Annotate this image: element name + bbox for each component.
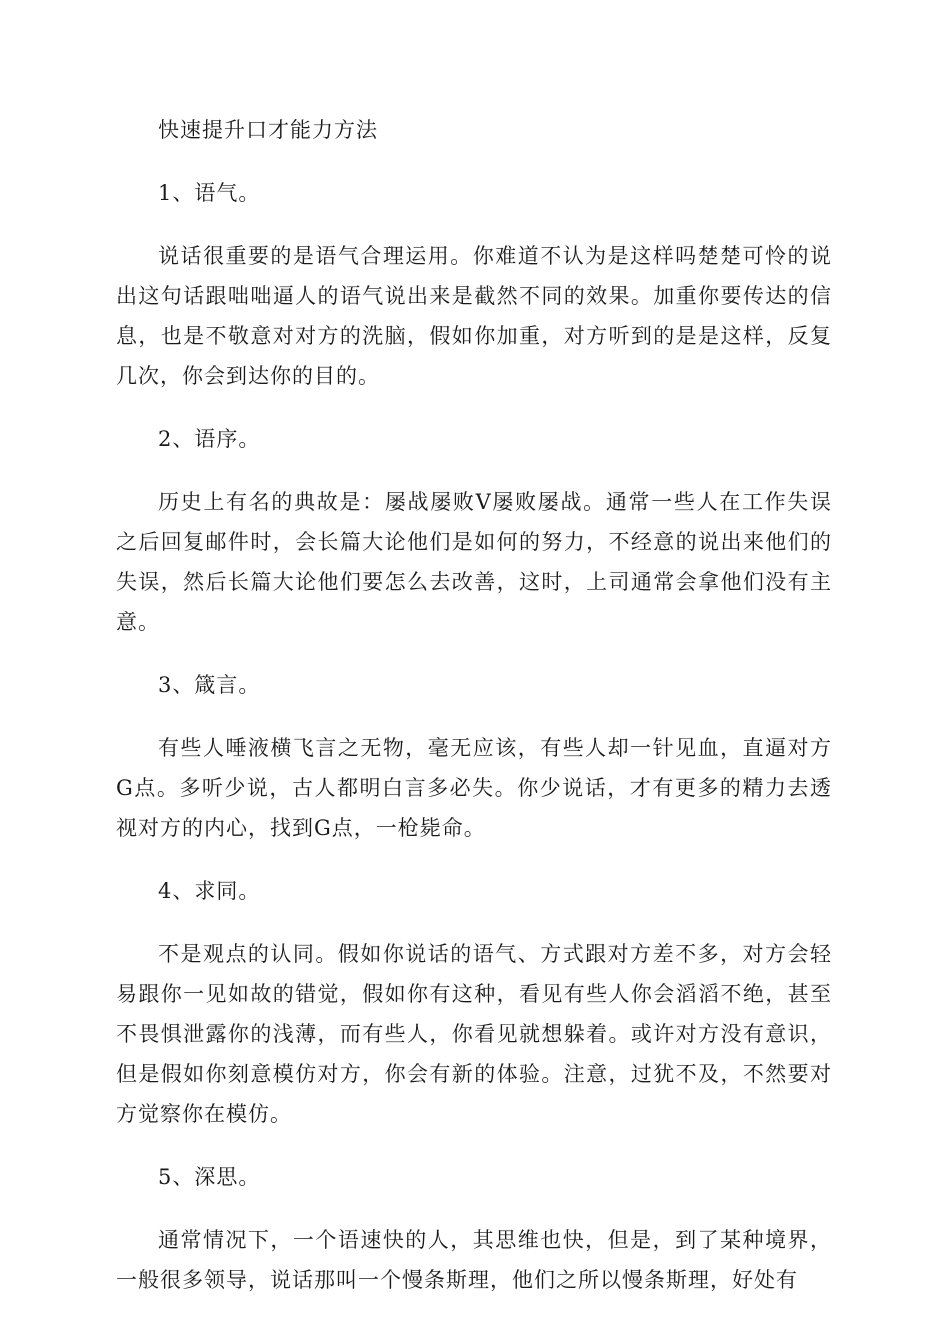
section-heading-5: 5、深思。	[158, 1165, 261, 1189]
document-body	[116, 110, 832, 1323]
section-heading-2: 2、语序。	[158, 427, 261, 451]
section-paragraph-1: 说话很重要的是语气合理运用。你难道不认为是这样吗楚楚可怜的说出这句话跟咄咄逼人的语气说出来是截然不同的效果。加重你要传达的信息，也是不敬意对对方的洗脑，假如你加重，对方听到的是是这样，反复几次，你会到达你的目的。	[116, 244, 832, 388]
section-paragraph-4: 不是观点的认同。假如你说话的语气、方式跟对方差不多，对方会轻易跟你一见如故的错觉，假如你有这种，看见有些人你会滔滔不绝，甚至不畏惧泄露你的浅薄，而有些人，你看见就想躲着。或许对方没有意识，但是假如你刻意模仿对方，你会有新的体验。注意，过犹不及，不然要对方觉察你在模仿。	[116, 942, 832, 1126]
section-heading-3: 3、箴言。	[158, 673, 261, 697]
document-title: 快速提升口才能力方法	[158, 118, 378, 142]
section-paragraph-2: 历史上有名的典故是：屡战屡败Ⅴ屡败屡战。通常一些人在工作失误之后回复邮件时，会长篇大论他们是如何的努力，不经意的说出来他们的失误，然后长篇大论他们要怎么去改善，这时，上司通常会拿他们没有主意。	[116, 490, 832, 634]
section-paragraph-5: 通常情况下，一个语速快的人，其思维也快，但是，到了某种境界，一般很多领导，说话那叫一个慢条斯理，他们之所以慢条斯理，好处有	[116, 1228, 832, 1292]
section-heading-4: 4、求同。	[158, 879, 261, 903]
section-heading-1: 1、语气。	[158, 181, 261, 205]
section-paragraph-3: 有些人唾液横飞言之无物，毫无应该，有些人却一针见血，直逼对方G点。多听少说，古人都明白言多必失。你少说话，才有更多的精力去透视对方的内心，找到G点，一枪毙命。	[116, 736, 832, 840]
